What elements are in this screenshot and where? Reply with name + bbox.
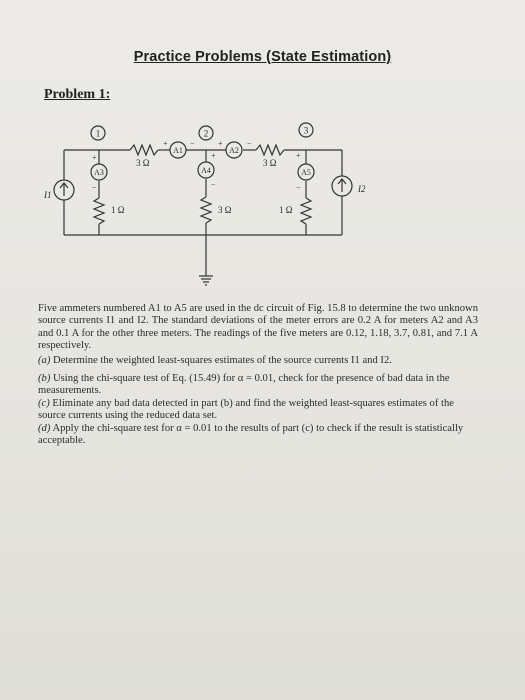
plus-sign: +	[211, 151, 216, 160]
ammeter-a5-label: A5	[301, 168, 311, 177]
minus-sign: −	[247, 139, 252, 148]
part-d	[38, 423, 478, 448]
ammeter-a4-label: A4	[201, 166, 211, 175]
minus-sign: −	[190, 139, 195, 148]
plus-sign: +	[296, 151, 301, 160]
ammeter-a1-label: A1	[173, 146, 183, 155]
minus-sign: −	[211, 180, 216, 189]
ammeter-a3-label: A3	[94, 168, 104, 177]
node-3-label: 3	[303, 125, 309, 136]
part-d-label: (d)	[38, 422, 51, 434]
plus-sign: +	[163, 139, 168, 148]
resistor-top-left-label: 3 Ω	[136, 158, 150, 168]
part-c-text: Eliminate any bad data detected in part (b) and find the weighted least-squares estimates of the source currents using the reduced data set.	[38, 397, 454, 422]
page-title: Practice Problems (State Estimation)	[133, 49, 392, 65]
part-a	[38, 355, 478, 367]
resistor-right-label: 1 Ω	[279, 205, 293, 215]
minus-sign: −	[296, 183, 301, 192]
source-i1-label: I1	[44, 190, 52, 200]
resistor-middle-label: 3 Ω	[218, 205, 232, 215]
ammeter-a2-label: A2	[229, 146, 239, 155]
circuit-diagram	[0, 0, 525, 300]
plus-sign: +	[92, 153, 97, 162]
part-b-text: Using the chi-square test of Eq. (15.49) for α = 0.01, check for the presence of bad data in the measurements.	[38, 373, 450, 397]
node-1-label: 1	[95, 128, 101, 139]
node-2-label: 2	[203, 128, 209, 139]
part-c-label: (c)	[38, 397, 50, 409]
resistor-left-label: 1 Ω	[111, 205, 125, 215]
problem-intro: Five ammeters numbered A1 to A5 are used in the dc circuit of Fig. 15.8 to determine the two unknown source currents I1 and I2. The standard deviations of the meter errors are 0.2 A for meters A2 and A3 and 0.1 A for the other three meters. The readings of the five meters are 0.12, 1.18, 3.7, 0.81, and 7.1 A respectively.	[38, 303, 478, 352]
part-a-label: (a)	[38, 354, 51, 366]
part-b-label: (b)	[38, 373, 51, 385]
plus-sign: +	[218, 139, 223, 148]
source-i2-label: I2	[358, 184, 366, 194]
part-c	[38, 398, 478, 423]
minus-sign: −	[92, 183, 97, 192]
problem-text	[38, 303, 478, 447]
part-b	[38, 373, 478, 398]
resistor-top-right-label: 3 Ω	[263, 158, 277, 168]
part-a-text: Determine the weighted least-squares estimates of the source currents I1 and I2.	[53, 354, 392, 366]
problem-heading: Problem 1:	[44, 87, 111, 102]
part-d-text: Apply the chi-square test for α = 0.01 to the results of part (c) to check if the result is statistically acceptable.	[38, 422, 464, 447]
